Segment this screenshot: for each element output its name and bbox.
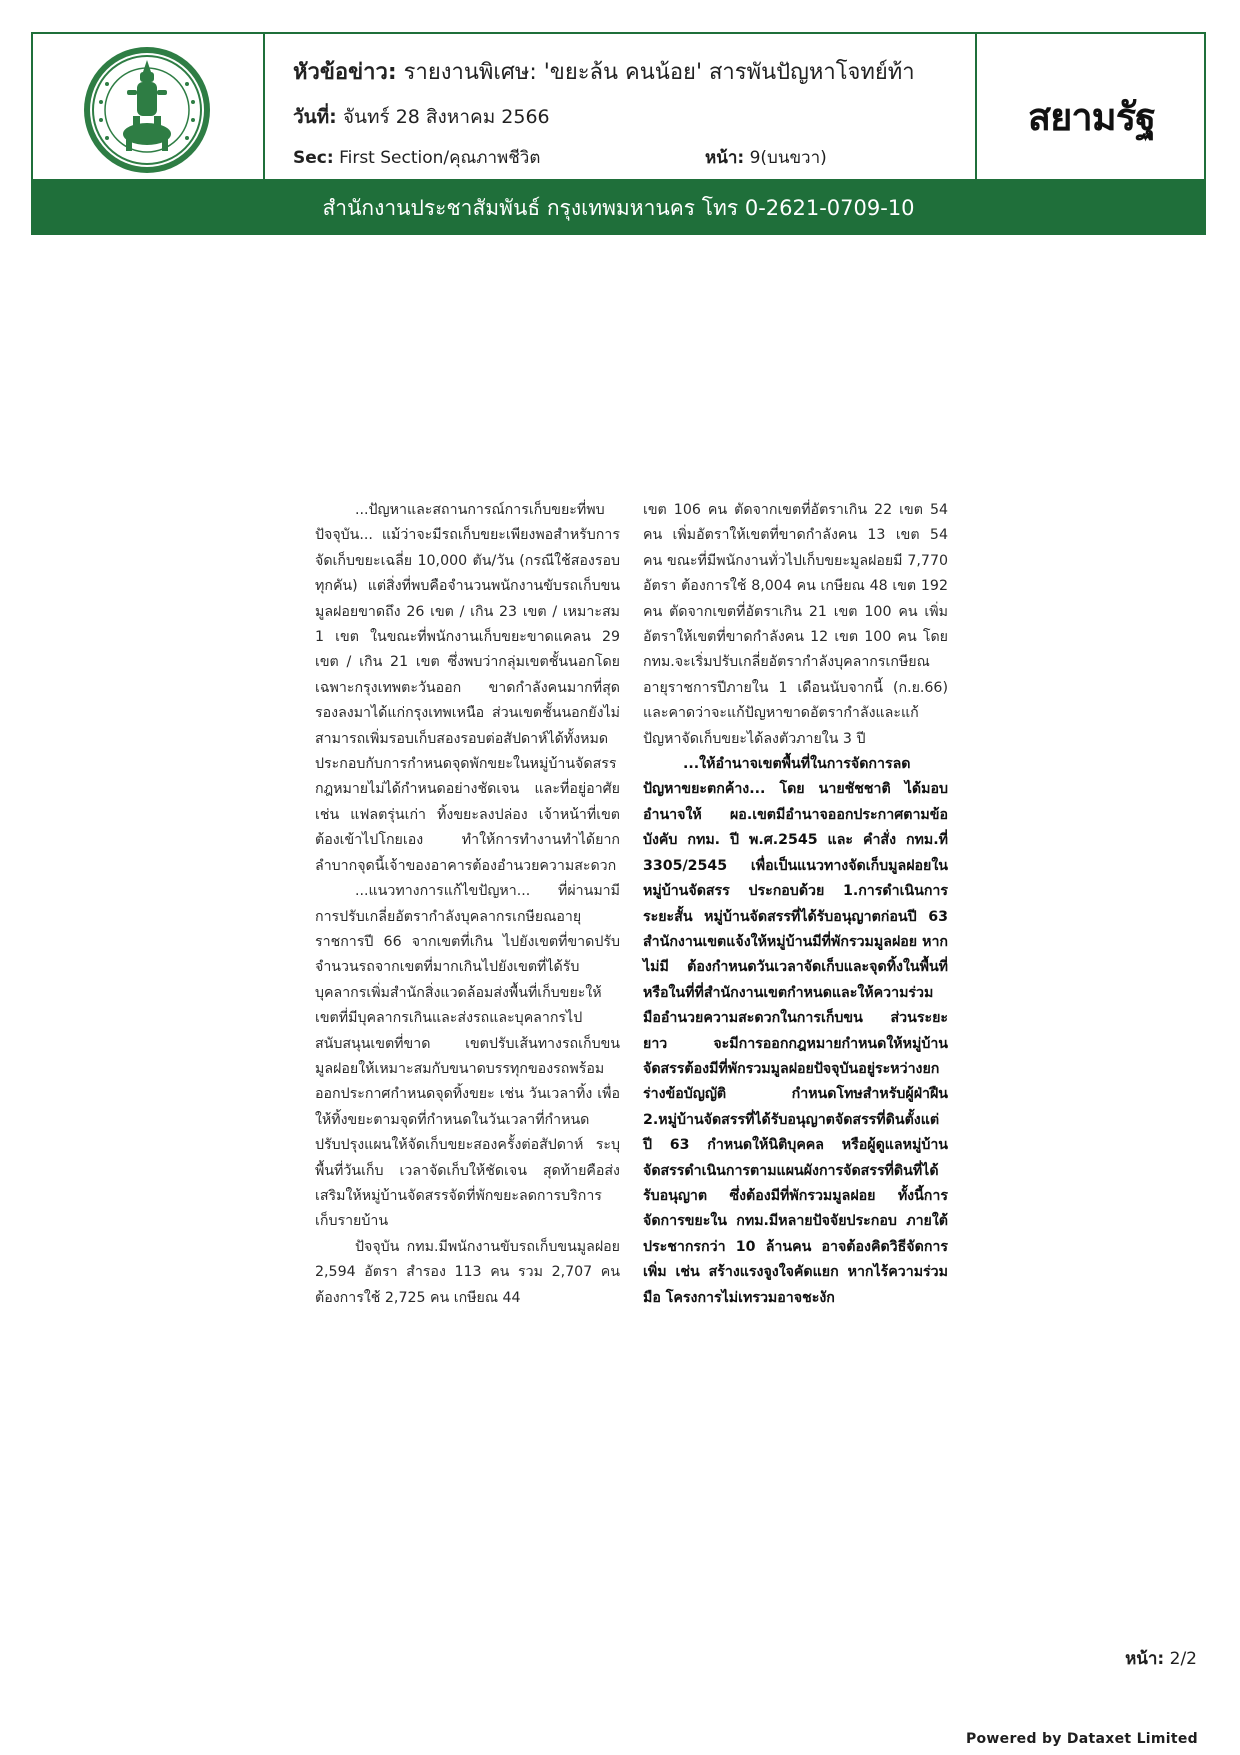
date: จันทร์ 28 สิงหาคม 2566 <box>342 106 550 128</box>
date-label: วันที่: <box>293 106 337 128</box>
date-row <box>293 102 550 132</box>
article-column-left <box>315 498 620 1311</box>
footer-page-label: หน้า: <box>1125 1649 1165 1669</box>
powered-by: Powered by Dataxet Limited <box>965 1731 1198 1747</box>
page-footer <box>1125 1645 1197 1672</box>
section-row <box>293 144 540 171</box>
contact-banner: สำนักงานประชาสัมพันธ์ กรุงเทพมหานคร โทร 0-2621-0709-10 <box>31 181 1206 235</box>
info-cell <box>265 34 977 179</box>
headline: รายงานพิเศษ: 'ขยะล้น คนน้อย' สารพันปัญหาโจทย์ท้า <box>403 60 915 85</box>
headline-label: หัวข้อข่าว: <box>293 60 397 85</box>
paragraph: เขต 106 คน ตัดจากเขตที่อัตราเกิน 22 เขต 54 คน เพิ่มอัตราให้เขตที่ขาดกำลังคน 13 เขต 54 คน ขณะที่มีพนักงานทั่วไปเก็บขยะมูลฝอยมี 7,770 อัตรา ต้องการใช้ 8,004 คน เกษียณ 48 เขต 192 คน ตัดจากเขตที่อัตราเกิน 21 เขต 100 คน เพิ่มอัตราให้เขตที่ขาดกำลังคน 12 เขต 100 คน โดย กทม.จะเริ่มปรับเกลี่ยอัตรากำลังบุคลากรเกษียณอายุราชการปีภายใน 1 เดือนนับจากนี้ (ก.ย.66) และคาดว่าจะแก้ปัญหาขาดอัตรากำลังและแก้ปัญหาจัดเก็บขยะได้ลงตัวภายใน 3 ปี <box>643 502 948 747</box>
section: First Section/คุณภาพชีวิต <box>339 148 541 168</box>
headline-row <box>293 54 915 89</box>
page-label: หน้า: <box>705 148 745 168</box>
paragraph: ปัจจุบัน กทม.มีพนักงานขับรถเก็บขนมูลฝอย 2,594 อัตรา สำรอง 113 คน รวม 2,707 คน ต้องการใช้ 2,725 คน เกษียณ 44 <box>315 1238 620 1306</box>
article-column-right <box>643 498 948 1311</box>
newspaper-logo: สยามรัฐ <box>1027 95 1156 139</box>
paragraph: ...แนวทางการแก้ไขปัญหา... ที่ผ่านมามีการปรับเกลี่ยอัตรากำลังบุคลากรเกษียณอายุราชการปี 66 จากเขตที่เกิน ไปยังเขตที่ขาดปรับจำนวนรถจากเขตที่มากเกินไปยังเขตที่ได้รับบุคลากรเพิ่มสำนักสิ่งแวดล้อมส่งพื้นที่เก็บขยะให้เขตที่มีบุคลากรเกินและส่งรถและบุคลากรไปสนับสนุนเขตที่ขาด เขตปรับเส้นทางรถเก็บขนมูลฝอยให้เหมาะสมกับขนาดบรรทุกของรถพร้อมออกประกาศกำหนดจุดทิ้งขยะ เช่น วันเวลาทิ้ง เพื่อให้ทิ้งขยะตามจุดที่กำหนดในวันเวลาที่กำหนดปรับปรุงแผนให้จัดเก็บขยะสองครั้งต่อสัปดาห์ ระบุพื้นที่วันเก็บ เวลาจัดเก็บให้ชัดเจน สุดท้ายคือส่งเสริมให้หมู่บ้านจัดสรรจัดที่พักขยะลดการบริการเก็บรายบ้าน <box>315 883 620 1230</box>
paragraph: ...ปัญหาและสถานการณ์การเก็บขยะที่พบปัจจุบัน... แม้ว่าจะมีรถเก็บขยะเพียงพอสำหรับการจัดเก็บขยะเฉลี่ย 10,000 ตัน/วัน (กรณีใช้สองรอบทุกคัน) แต่สิ่งที่พบคือจำนวนพนักงานขับรถเก็บขนมูลฝอยขาดถึง 26 เขต / เกิน 23 เขต / เหมาะสม 1 เขต ในขณะที่พนักงานเก็บขยะขาดแคลน 29 เขต / เกิน 21 เขต ซึ่งพบว่ากลุ่มเขตชั้นนอกโดยเฉพาะกรุงเทพตะวันออก ขาดกำลังคนมากที่สุด รองลงมาได้แก่กรุงเทพเหนือ ส่วนเขตชั้นนอกยังไม่สามารถเพิ่มรอบเก็บสองรอบต่อสัปดาห์ได้ทั้งหมด ประกอบกับการกำหนดจุดพักขยะในหมู่บ้านจัดสรร กฎหมายไม่ได้กำหนดอย่างชัดเจน และที่อยู่อาศัยเช่น แฟลตรุ่นเก่า ทิ้งขยะลงปล่อง เจ้าหน้าที่เขตต้องเข้าไปโกยเอง ทำให้การทำงานทำได้ยากลำบากจุดนี้เจ้าของอาคารต้องอำนวยความสะดวก <box>315 502 620 874</box>
page-row <box>705 144 827 171</box>
bma-seal-icon <box>77 44 217 176</box>
page-number: 9(บนขวา) <box>749 148 827 168</box>
source-cell <box>977 34 1206 179</box>
news-header <box>31 32 1206 181</box>
paragraph-bold: ...ให้อำนาจเขตพื้นที่ในการจัดการลดปัญหาขยะตกค้าง... โดย นายชัชชาติ ได้มอบอำนาจให้ ผอ.เขตมีอำนาจออกประกาศตามข้อบังคับ กทม. ปี พ.ศ.2545 และ คำสั่ง กทม.ที่ 3305/2545 เพื่อเป็นแนวทางจัดเก็บมูลฝอยในหมู่บ้านจัดสรร ประกอบด้วย 1.การดำเนินการระยะสั้น หมู่บ้านจัดสรรที่ได้รับอนุญาตก่อนปี 63 สำนักงานเขตแจ้งให้หมู่บ้านมีที่พักรวมมูลฝอย หากไม่มี ต้องกำหนดวันเวลาจัดเก็บและจุดทิ้งในพื้นที่หรือในที่ที่สำนักงานเขตกำหนดและให้ความร่วมมืออำนวยความสะดวกในการเก็บขน ส่วนระยะยาว จะมีการออกกฎหมายกำหนดให้หมู่บ้านจัดสรรต้องมีที่พักรวมมูลฝอยปัจจุบันอยู่ระหว่างยกร่างข้อบัญญัติ กำหนดโทษสำหรับผู้ฝ่าฝืน 2.หมู่บ้านจัดสรรที่ได้รับอนุญาตจัดสรรที่ดินตั้งแต่ปี 63 กำหนดให้นิติบุคคล หรือผู้ดูแลหมู่บ้านจัดสรรดำเนินการตามแผนผังการจัดสรรที่ดินที่ได้รับอนุญาต ซึ่งต้องมีที่พักรวมมูลฝอย ทั้งนี้การจัดการขยะใน กทม.มีหลายปัจจัยประกอบ ภายใต้ประชากรกว่า 10 ล้านคน อาจต้องคิดวิธีจัดการเพิ่ม เช่น สร้างแรงจูงใจคัดแยก หากไร้ความร่วมมือ โครงการไม่เทรวมอาจชะงัก <box>643 756 948 1306</box>
footer-page-number: 2/2 <box>1169 1649 1197 1669</box>
logo-cell <box>33 34 265 179</box>
section-label: Sec: <box>293 148 334 168</box>
